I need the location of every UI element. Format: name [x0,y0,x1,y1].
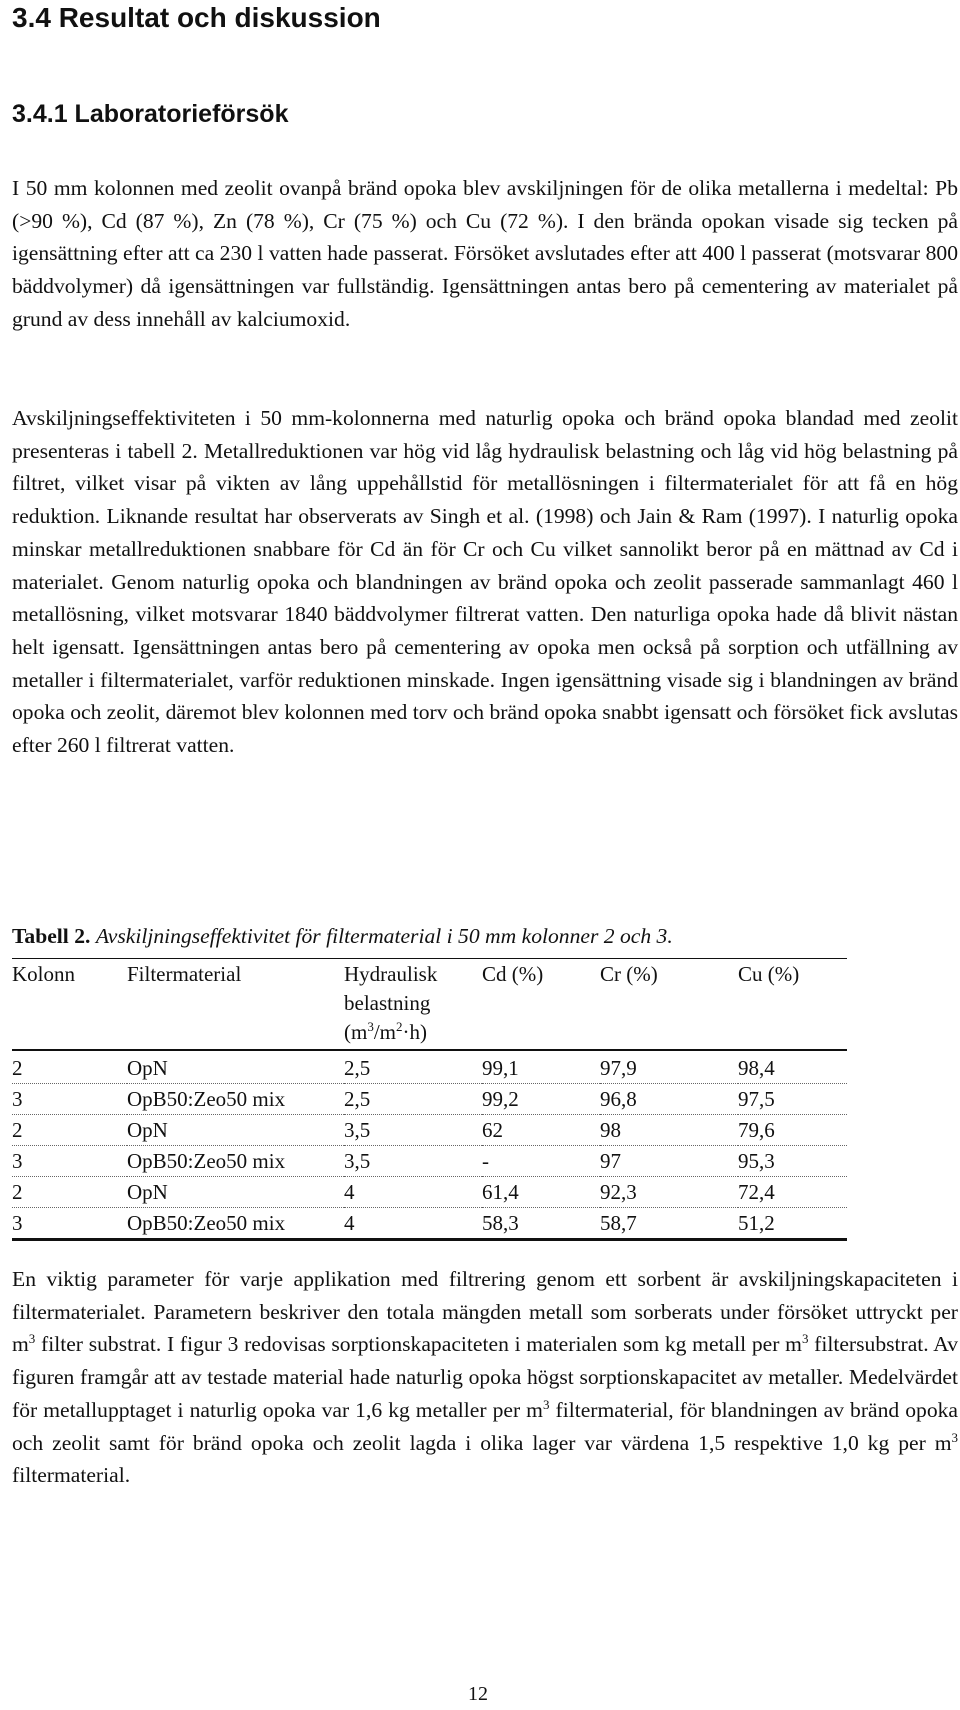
paragraph-3-part1: En viktig parameter för varje applikation med filtrering genom ett sorbent är avskiljningskapaciteten i filtermaterialet. Parametern beskriver den totala mängden metall som sorberats under försöket uttryckt per m [12,1267,958,1357]
cell-cr: 98 [600,1115,738,1146]
cell-belastning: 4 [344,1210,355,1235]
cell-belastning: 3,5 [344,1115,482,1146]
paragraph-1: I 50 mm kolonnen med zeolit ovanpå bränd opoka blev avskiljningen för de olika metallerna i medeltal: Pb (>90 %), Cd (87 %), Zn (78 %), Cr (75 %) och Cu (72 %). I den brända opokan visade sig tecken på igensättning efter att ca 230 l vatten hade passerat. Försöket avslutades efter att 400 l passerat (motsvarar 800 bäddvolymer) då igensättningen var fullständig. Igensättningen antas bero på cementering av materialet på grund av dess innehåll av kalciumoxid. [12,176,958,331]
table-caption [12,924,958,949]
cell-cd: 99,2 [482,1084,600,1115]
cell-cr: 97 [600,1146,738,1177]
header-unit-sup1: 3 [367,1019,374,1034]
table-row [12,1208,847,1240]
cell-cr: 96,8 [600,1084,738,1115]
cell-belastning: 2,5 [344,1050,482,1084]
cell-kolonn: 3 [12,1146,127,1177]
cell-cd: 99,1 [482,1050,600,1084]
cell-filtermaterial: OpB50:Zeo50 mix [127,1146,344,1177]
paragraph-3 [12,1263,958,1492]
cell-cu: 98,4 [738,1050,847,1084]
cell-cd: - [482,1146,600,1177]
cell-filtermaterial: OpN [127,1050,344,1084]
section-heading: 3.4 Resultat och diskussion [12,2,381,33]
cell-cd: 58,3 [482,1210,519,1235]
cell-cd: 62 [482,1115,600,1146]
table-row [12,1050,847,1084]
header-hydraulisk-line2: belastning [344,991,431,1015]
header-unit-sup2: 2 [396,1019,403,1034]
cell-kolonn: 2 [12,1050,127,1084]
header-filtermaterial: Filtermaterial [127,959,344,1051]
cell-filtermaterial: OpB50:Zeo50 mix [127,1084,344,1115]
cell-kolonn: 2 [12,1115,127,1146]
paragraph-2: Avskiljningseffektiviteten i 50 mm-kolonnerna med naturlig opoka och bränd opoka blandad med zeolit presenteras i tabell 2. Metallreduktionen var hög vid låg hydraulisk belastning och låg vid hög belastning på filtret, vilket visar på vikten av lång uppehållstid för metallösningen i filtermaterialet för att få en hög reduktion. Liknande resultat har observerats av Singh et al. (1998) och Jain & Ram (1997). I naturlig opoka minskar metallreduktionen snabbare för Cd än för Cr och Cu vilket sannolikt beror på en mättnad av Cd i materialet. Genom naturlig opoka och blandningen av bränd opoka och zeolit passerade sammanlagt 460 l metallösning, vilket motsvarar 1840 bäddvolymer filtrerat vatten. Den naturliga opoka hade då blivit nästan helt igensatt. Igensättningen antas bero på cementering av opoka men också på sorption och utfällning av metaller i filtermaterialet, varför reduktionen minskade. Ingen igensättning visade sig i blandningen av bränd opoka och zeolit, däremot blev kolonnen med torv och bränd opoka snabbt igensatt och försöket fick avslutas efter 260 l filtrerat vatten. [12,406,958,758]
table-row [12,1146,847,1177]
header-cu: Cu (%) [738,959,847,1051]
header-cd: Cd (%) [482,959,600,1051]
cell-cr: 92,3 [600,1177,738,1208]
cell-kolonn: 3 [12,1084,127,1115]
header-hydraulisk-belastning [344,959,482,1051]
cell-kolonn: 3 [12,1210,23,1235]
superscript-3: 3 [951,1429,958,1445]
cell-cu: 72,4 [738,1177,847,1208]
cell-cu: 97,5 [738,1084,847,1115]
paragraph-3-part3: filtersubstrat. Av figuren framgår att av testade material hade naturlig opoka högst sorptionskapacitet av metaller. Medelvärdet för metallupptaget i naturlig opoka var 1,6 kg metaller per m [12,1332,959,1422]
cell-belastning: 2,5 [344,1084,482,1115]
cell-belastning: 4 [344,1177,482,1208]
header-unit-mid: /m [373,1020,396,1044]
cell-cu: 51,2 [738,1210,775,1235]
table-row [12,1115,847,1146]
header-hydraulisk-line1: Hydraulisk [344,962,438,986]
header-unit-m: (m [344,1020,368,1044]
cell-filtermaterial: OpN [127,1115,344,1146]
cell-cr: 58,7 [600,1210,637,1235]
table-caption-label: Tabell 2. [12,924,91,948]
paragraph-3-part4: filtermaterial, för blandningen av bränd opoka och zeolit samt för bränd opoka och zeolit lagda i olika lager var värdena 1,5 respektive 1,0 kg per m [12,1397,958,1455]
cell-kolonn: 2 [12,1177,127,1208]
cell-cu: 95,3 [738,1146,847,1177]
cell-filtermaterial: OpB50:Zeo50 mix [127,1210,286,1235]
cell-cr: 97,9 [600,1050,738,1084]
table-row [12,1177,847,1208]
superscript-3: 3 [542,1396,550,1412]
table-header-row [12,959,847,1051]
cell-cd: 61,4 [482,1177,600,1208]
header-unit-end: ·h) [402,1020,427,1044]
superscript-3: 3 [28,1331,36,1347]
cell-belastning: 3,5 [344,1146,482,1177]
paragraph-3-part2: filter substrat. I figur 3 redovisas sorptionskapaciteten i materialen som kg metall per m [35,1332,802,1357]
subsection-heading: 3.4.1 Laboratorieförsök [12,100,289,128]
paragraph-3-part5: filtermaterial. [12,1463,131,1488]
table-caption-text: Avskiljningseffektivitet för filtermaterial i 50 mm kolonner 2 och 3. [95,924,673,948]
superscript-3: 3 [801,1331,809,1347]
header-cr: Cr (%) [600,959,738,1051]
header-kolonn: Kolonn [12,959,127,1051]
page-number: 12 [468,1683,488,1705]
table-row [12,1084,847,1115]
data-table [12,958,847,1241]
cell-filtermaterial: OpN [127,1177,344,1208]
cell-cu: 79,6 [738,1115,847,1146]
